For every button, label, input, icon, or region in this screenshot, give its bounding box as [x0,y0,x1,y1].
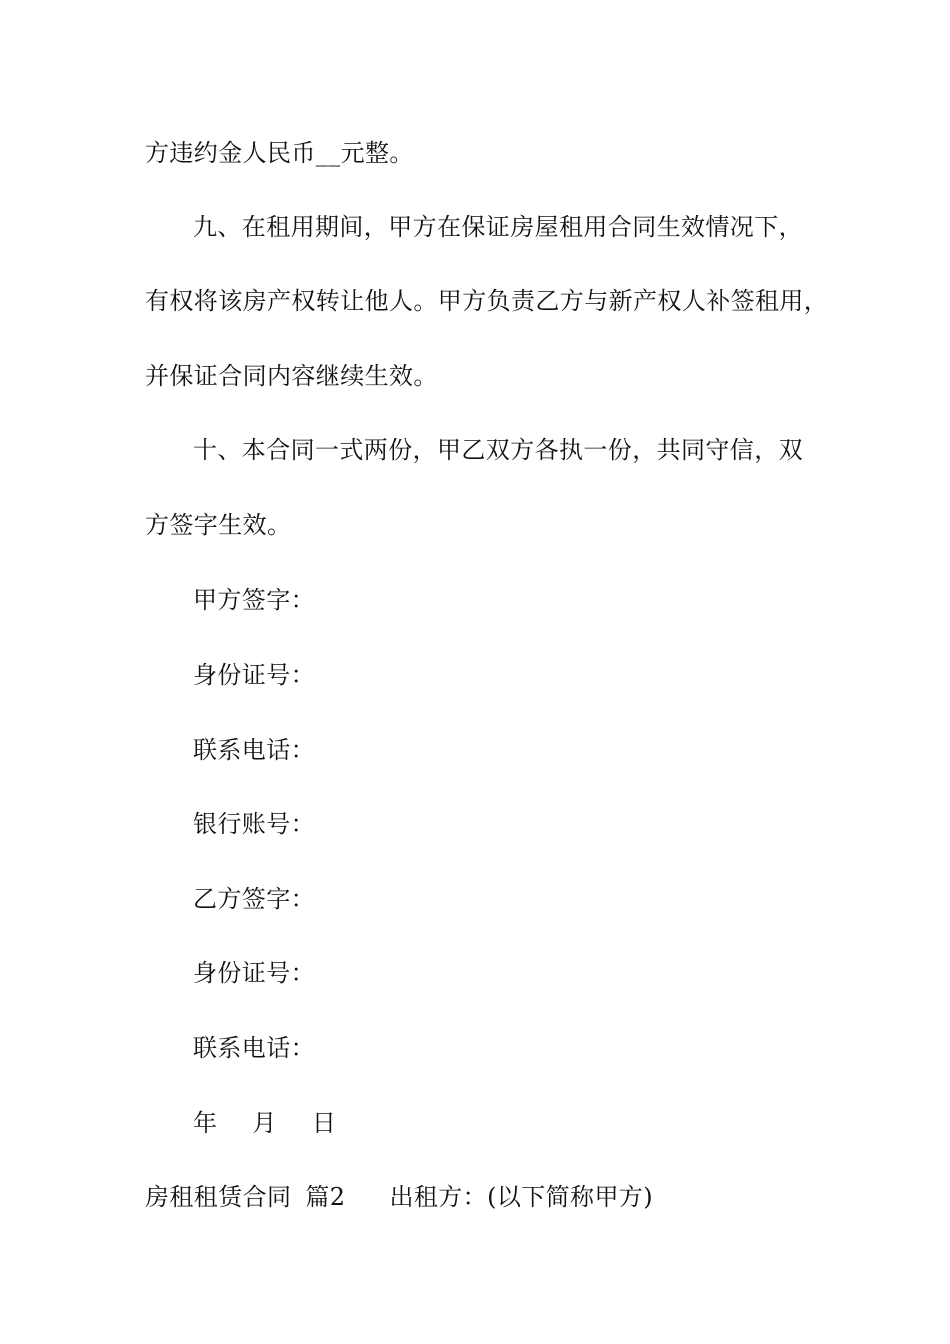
clause-nine-line-3: 并保证合同内容继续生效。 [145,362,438,390]
party-a-id-label: 身份证号： [193,661,315,689]
party-b-signature-label: 乙方签字： [193,885,315,913]
party-a-bank-account-label: 银行账号： [193,810,315,838]
party-a-phone-label: 联系电话： [193,736,315,764]
section-label: 篇2 [305,1183,346,1211]
date-year-label: 年 [193,1109,218,1137]
party-b-phone-label: 联系电话： [193,1034,315,1062]
signing-date-line [193,1108,336,1138]
lessor-label: 出租方：(以下简称甲方) [389,1183,654,1211]
next-section-heading [145,1182,653,1212]
clause-nine-line-2: 有权将该房产权转让他人。甲方负责乙方与新产权人补签租用， [145,287,829,315]
penalty-clause-line: 方违约金人民币__元整。 [145,139,414,167]
clause-ten-line-2: 方签字生效。 [145,511,292,539]
date-month-label: 月 [252,1109,277,1137]
date-day-label: 日 [311,1109,337,1137]
clause-ten-line-1: 十、本合同一式两份，甲乙双方各执一份，共同守信，双 [193,436,803,464]
contract-title: 房租租赁合同 [145,1183,292,1211]
party-b-id-label: 身份证号： [193,959,315,987]
clause-nine-line-1: 九、在租用期间，甲方在保证房屋租用合同生效情况下， [193,213,803,241]
party-a-signature-label: 甲方签字： [193,586,315,614]
